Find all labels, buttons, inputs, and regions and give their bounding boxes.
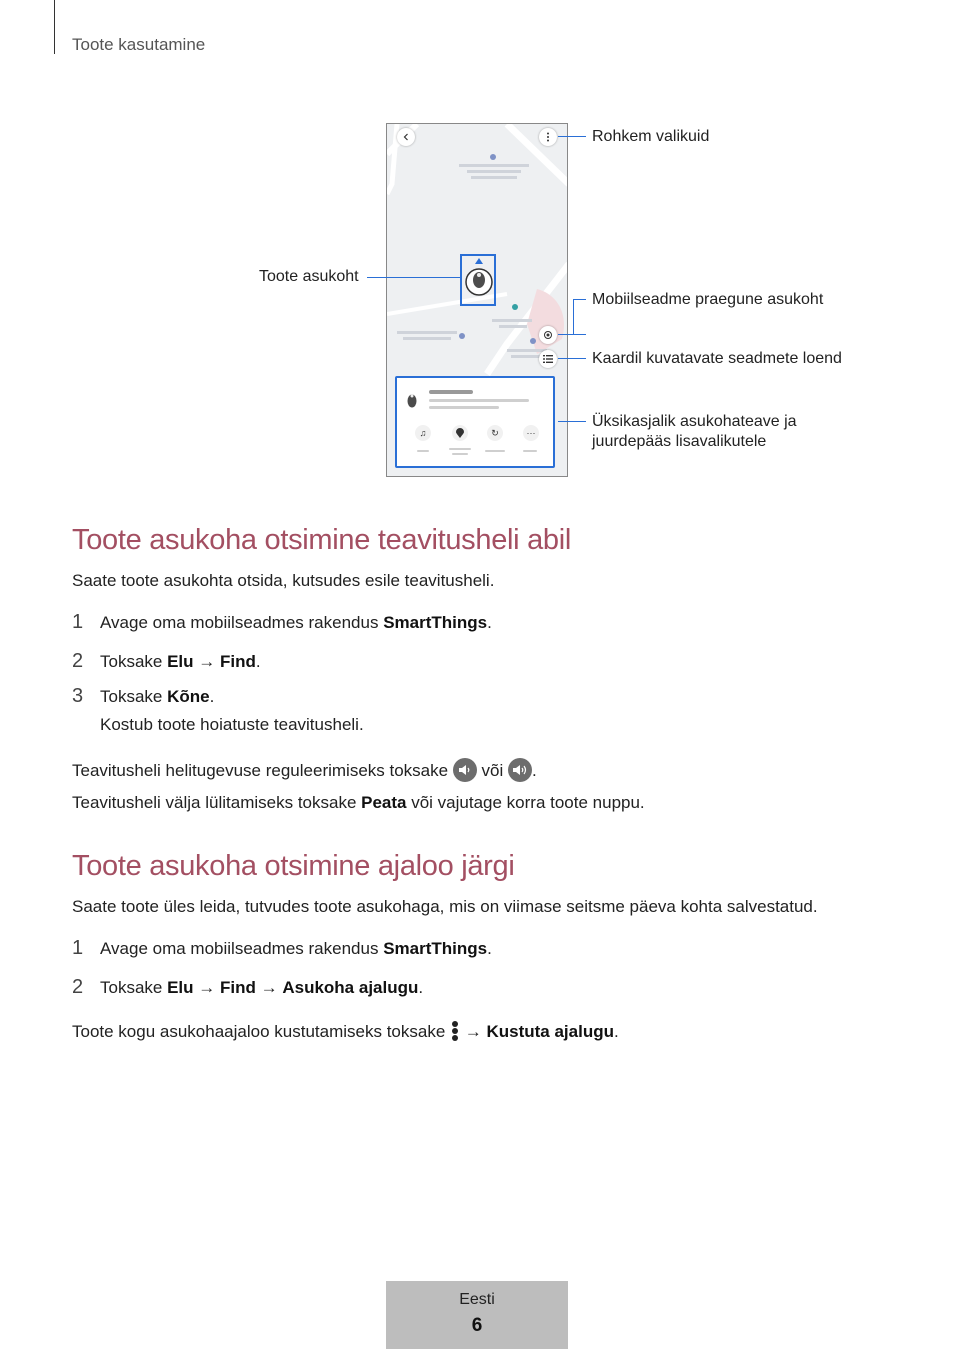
ring-icon[interactable]: ♫: [415, 425, 431, 441]
leader-device-location-top: [573, 299, 586, 300]
step-number: 3: [72, 685, 84, 707]
leader-device-list: [558, 358, 586, 359]
step-number: 2: [72, 650, 84, 672]
step-number: 1: [72, 611, 84, 633]
leader-device-location-v: [573, 299, 574, 335]
product-location-highlight: [460, 254, 496, 306]
refresh-icon[interactable]: ↻: [487, 425, 503, 441]
kebab-menu-icon: [546, 132, 550, 142]
footer-language: Eesti: [459, 1291, 495, 1308]
list-icon: [543, 355, 553, 363]
leader-more-options: [558, 136, 586, 137]
step-text: Toksake Elu → Find.: [100, 652, 261, 671]
page-footer: [386, 1281, 568, 1349]
leader-product-location: [367, 277, 460, 278]
step-text: Avage oma mobiilseadmes rakendus SmartThings.: [100, 939, 492, 958]
step-number: 1: [72, 937, 84, 959]
step-text: Toksake Kõne.: [100, 687, 215, 706]
phone-screenshot: [386, 123, 568, 477]
step-subtext: Kostub toote hoiatuste teavitusheli.: [100, 715, 364, 734]
step-text: Toksake Elu → Find → Asukoha ajalugu.: [100, 978, 424, 997]
section1-intro: Saate toote asukohta otsida, kutsudes esile teavitusheli.: [72, 571, 495, 590]
volume-instruction: Teavitusheli helitugevuse reguleerimiseks toksake või .: [72, 758, 537, 782]
callout-product-location: Toote asukoht: [259, 268, 359, 285]
device-list-button[interactable]: [539, 350, 557, 368]
back-button[interactable]: [397, 128, 415, 146]
more-icon[interactable]: ···: [523, 425, 539, 441]
leader-device-location-h: [558, 334, 586, 335]
leader-info-card: [558, 421, 586, 422]
device-info-card[interactable]: [395, 376, 555, 468]
more-options-button[interactable]: [539, 128, 557, 146]
callout-info-line1: Üksikasjalik asukohateave ja: [592, 413, 797, 430]
callout-device-location: Mobiilseadme praegune asukoht: [592, 291, 824, 308]
current-location-button[interactable]: [539, 326, 557, 344]
step-number: 2: [72, 976, 84, 998]
volume-down-icon: [453, 758, 477, 782]
section-title-sound: Toote asukoha otsimine teavitusheli abil: [72, 524, 572, 556]
volume-up-icon: [508, 758, 532, 782]
step-text: Avage oma mobiilseadmes rakendus SmartThings.: [100, 613, 492, 632]
app-screenshot-figure: [0, 0, 954, 490]
callout-more-options: Rohkem valikuid: [592, 128, 710, 145]
location-target-icon: [543, 330, 553, 340]
back-arrow-icon: [402, 133, 410, 141]
kebab-menu-icon: [450, 1020, 460, 1042]
section-title-history: Toote asukoha otsimine ajaloo järgi: [72, 850, 515, 882]
delete-history-instruction: Toote kogu asukohaajaloo kustutamiseks toksake → Kustuta ajalugu.: [72, 1022, 619, 1041]
navigate-icon[interactable]: [452, 425, 468, 441]
callout-info-line2: juurdepääs lisavalikutele: [592, 433, 767, 450]
page-number: 6: [471, 1315, 483, 1336]
section2-intro: Saate toote üles leida, tutvudes toote asukohaga, mis on viimase seitsme päeva kohta salvestatud.: [72, 897, 818, 916]
stop-instruction: Teavitusheli välja lülitamiseks toksake Peata või vajutage korra toote nuppu.: [72, 793, 645, 812]
callout-device-list: Kaardil kuvatavate seadmete loend: [592, 350, 842, 367]
smarttag-icon: [407, 392, 417, 408]
running-header: Toote kasutamine: [72, 35, 206, 54]
